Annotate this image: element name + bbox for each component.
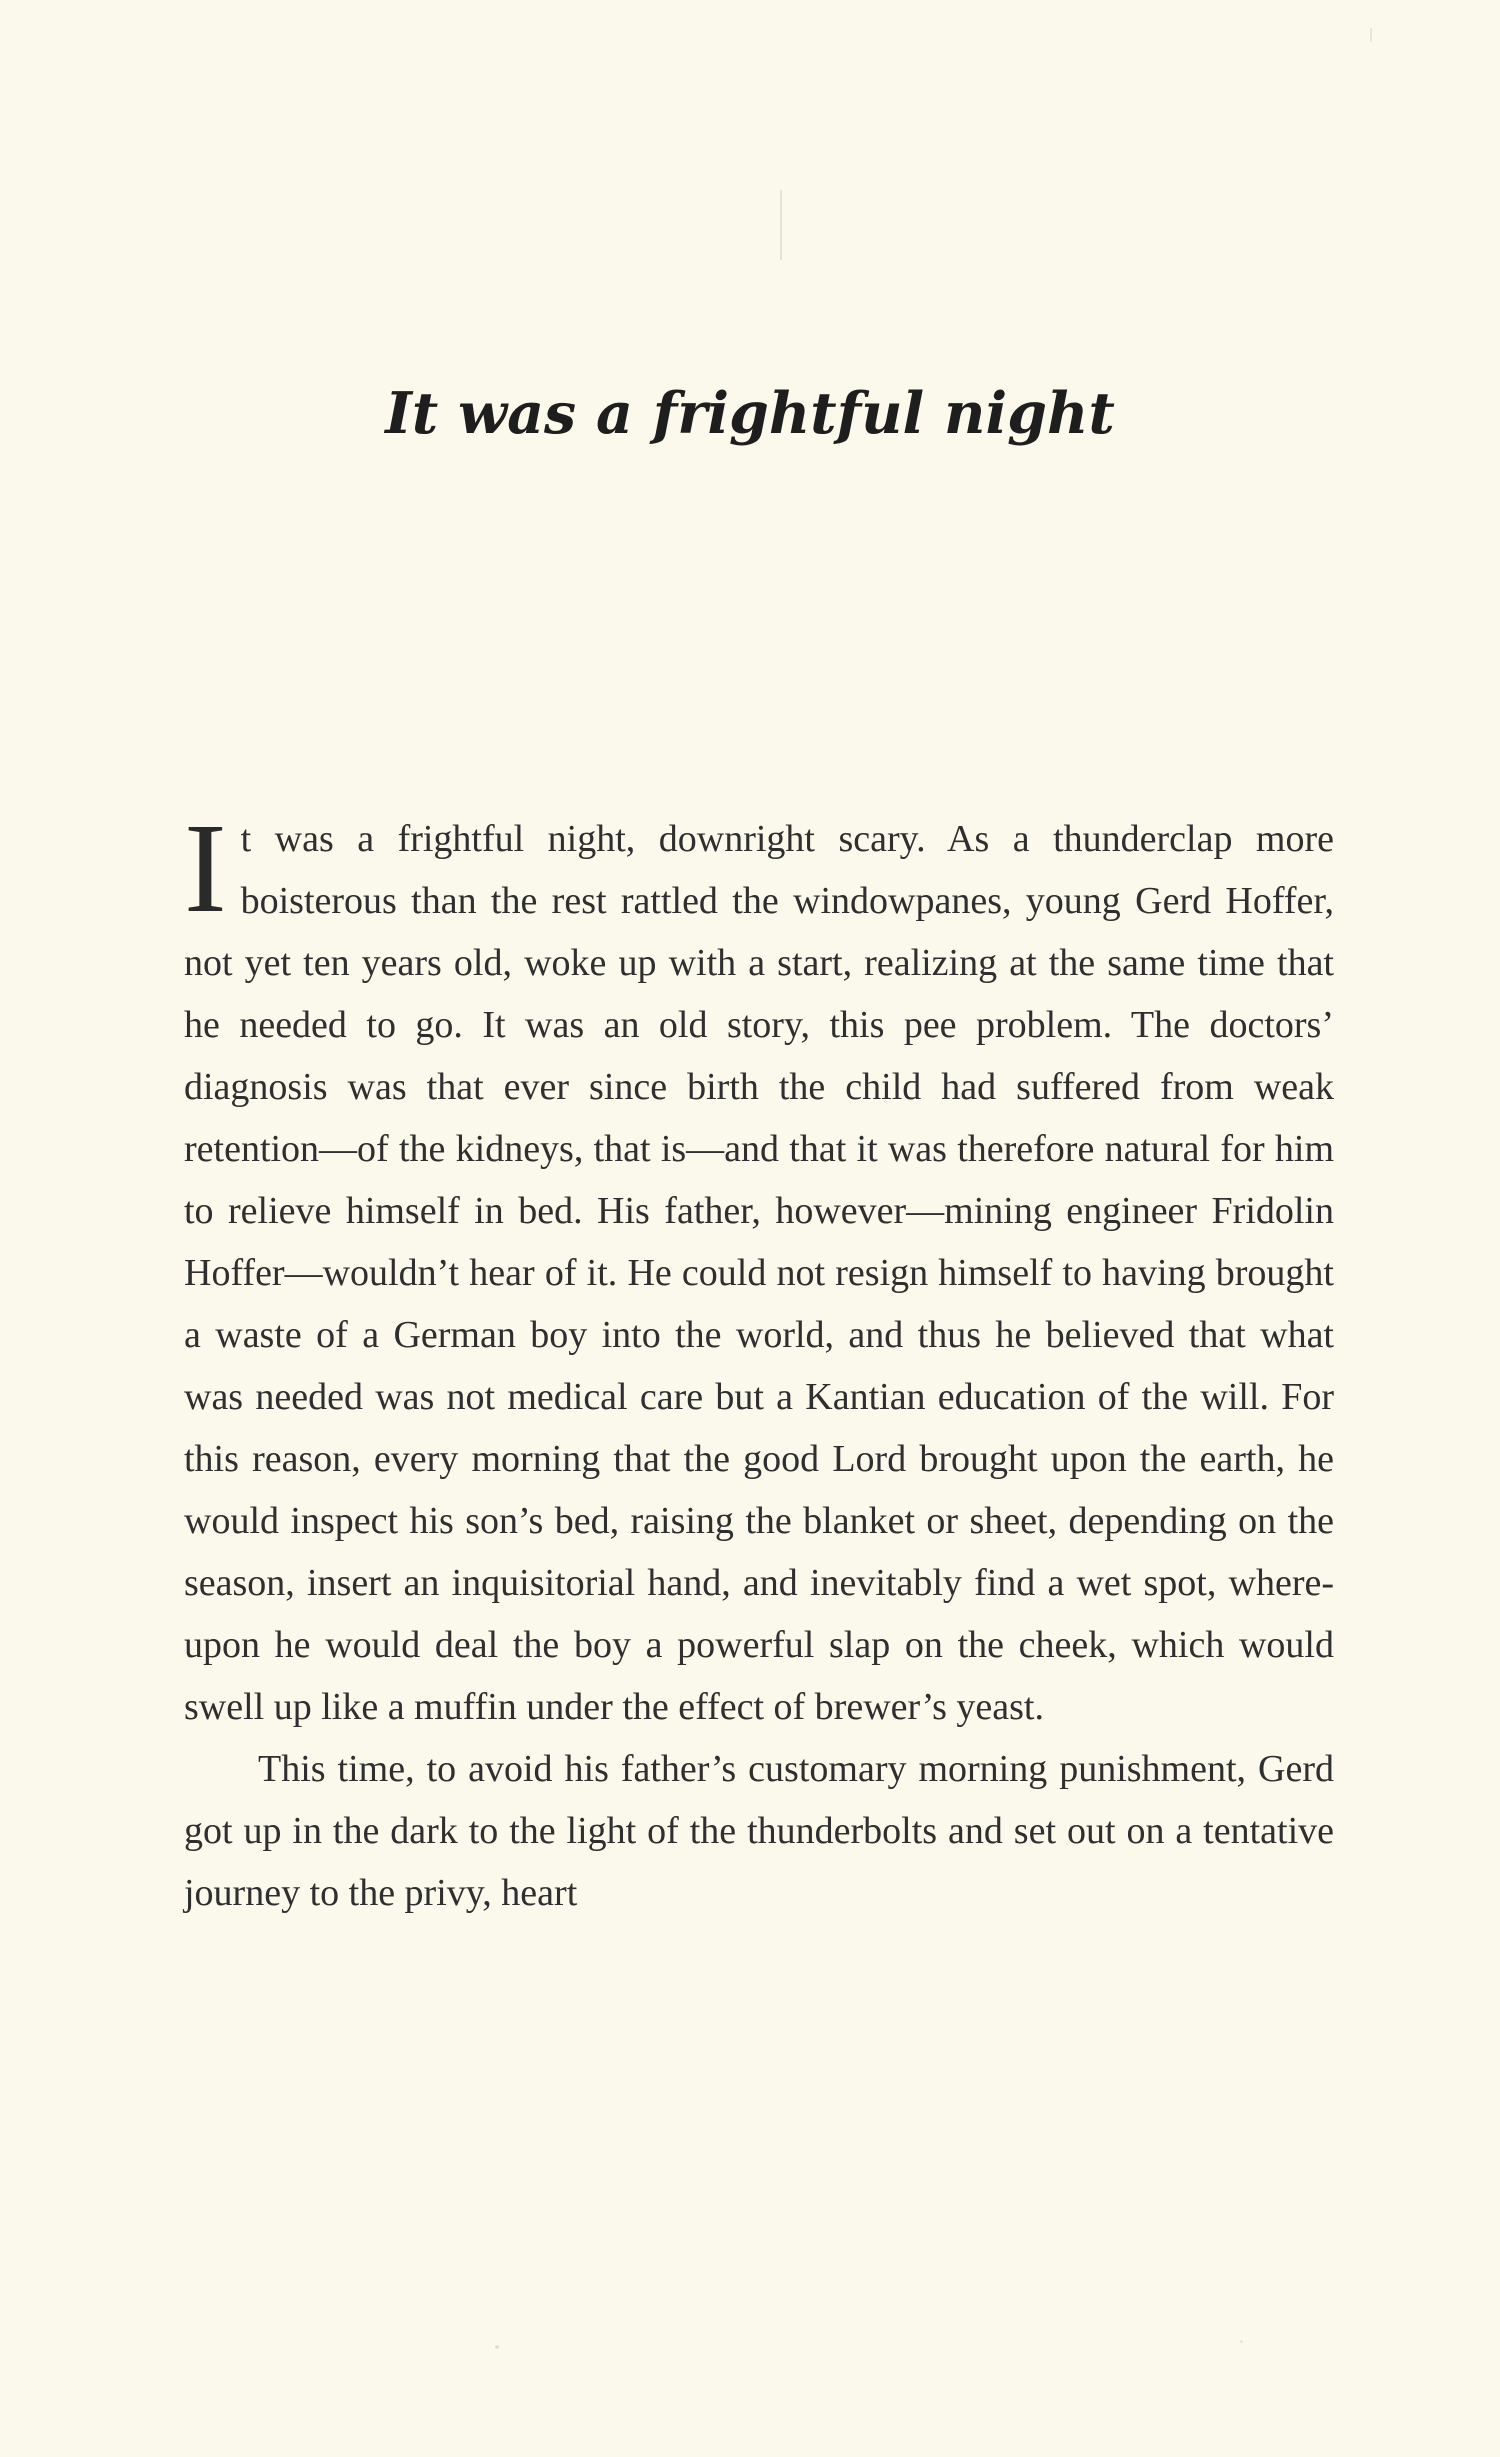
chapter-title: It was a frightful night bbox=[385, 380, 1115, 448]
scan-mark bbox=[780, 190, 782, 260]
paragraph-1 bbox=[184, 797, 1334, 1738]
paragraph-1-text: t was a frightful night, downright scary. As a thunderclap more boisterous than the rest rattled the windowpanes, young Gerd Hoffer, not yet ten years old, woke up with a start, realizing at the same time that he needed to go. It was an old story, this pee problem. The doctors’ diagnosis was that ever since birth the child had suffered from weak retention—of the kidneys, that is—and that it was therefore natural for him to relieve himself in bed. His father, however—mining engineer Fridolin Hoffer—wouldn’t hear of it. He could not resign himself to having brought a waste of a German boy into the world, and thus he believed that what was needed was not medical care but a Kantian education of the will. For this reason, every morning that the good Lord brought upon the earth, he would inspect his son’s bed, raising the blanket or sheet, depending on the season, insert an inquisitorial hand, and inevitably find a wet spot, whereupon he would deal the boy a powerful slap on the cheek, which would swell up like a muffin under the effect of brewer’s yeast. bbox=[184, 818, 1334, 1728]
drop-cap: I bbox=[184, 797, 227, 939]
scan-mark bbox=[495, 2345, 499, 2349]
scan-mark bbox=[1240, 2340, 1243, 2343]
paragraph-2: This time, to avoid his father’s customary morning punishment, Gerd got up in the dark to the light of the thunderbolts and set out on a tentative journey to the privy, heart bbox=[184, 1748, 1334, 1914]
scan-mark bbox=[1370, 28, 1372, 42]
chapter-body bbox=[184, 797, 1334, 1924]
